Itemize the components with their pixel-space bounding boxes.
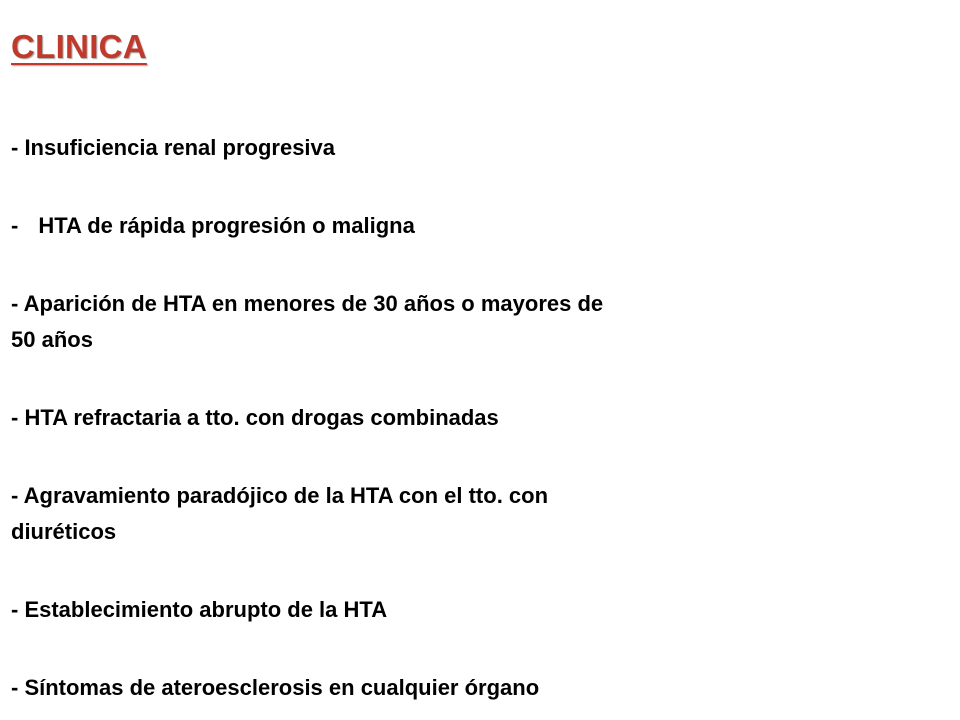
bullet-establecimiento-abrupto: - Establecimiento abrupto de la HTA [11, 597, 388, 622]
bullet-insuficiencia-renal: - Insuficiencia renal progresiva [11, 135, 336, 160]
bullet-agravamiento-line2: diuréticos [11, 519, 117, 544]
bullet-aparicion-hta-line2: 50 años [11, 327, 93, 352]
bullet-aparicion-hta-line1: - Aparición de HTA en menores de 30 años o mayores de [11, 291, 604, 316]
bullet-sintomas-ateroesclerosis: - Síntomas de ateroesclerosis en cualquier órgano [11, 675, 540, 700]
bullet-hta-rapida-text: HTA de rápida progresión o maligna [38, 213, 415, 238]
bullet-hta-rapida [11, 208, 771, 244]
bullet-agravamiento-line1: - Agravamiento paradójico de la HTA con el tto. con [11, 483, 549, 508]
bullet-dash: - [11, 213, 19, 238]
slide-title: CLINICA [11, 28, 147, 65]
bullet-hta-refractaria: - HTA refractaria a tto. con drogas combinadas [11, 405, 499, 430]
